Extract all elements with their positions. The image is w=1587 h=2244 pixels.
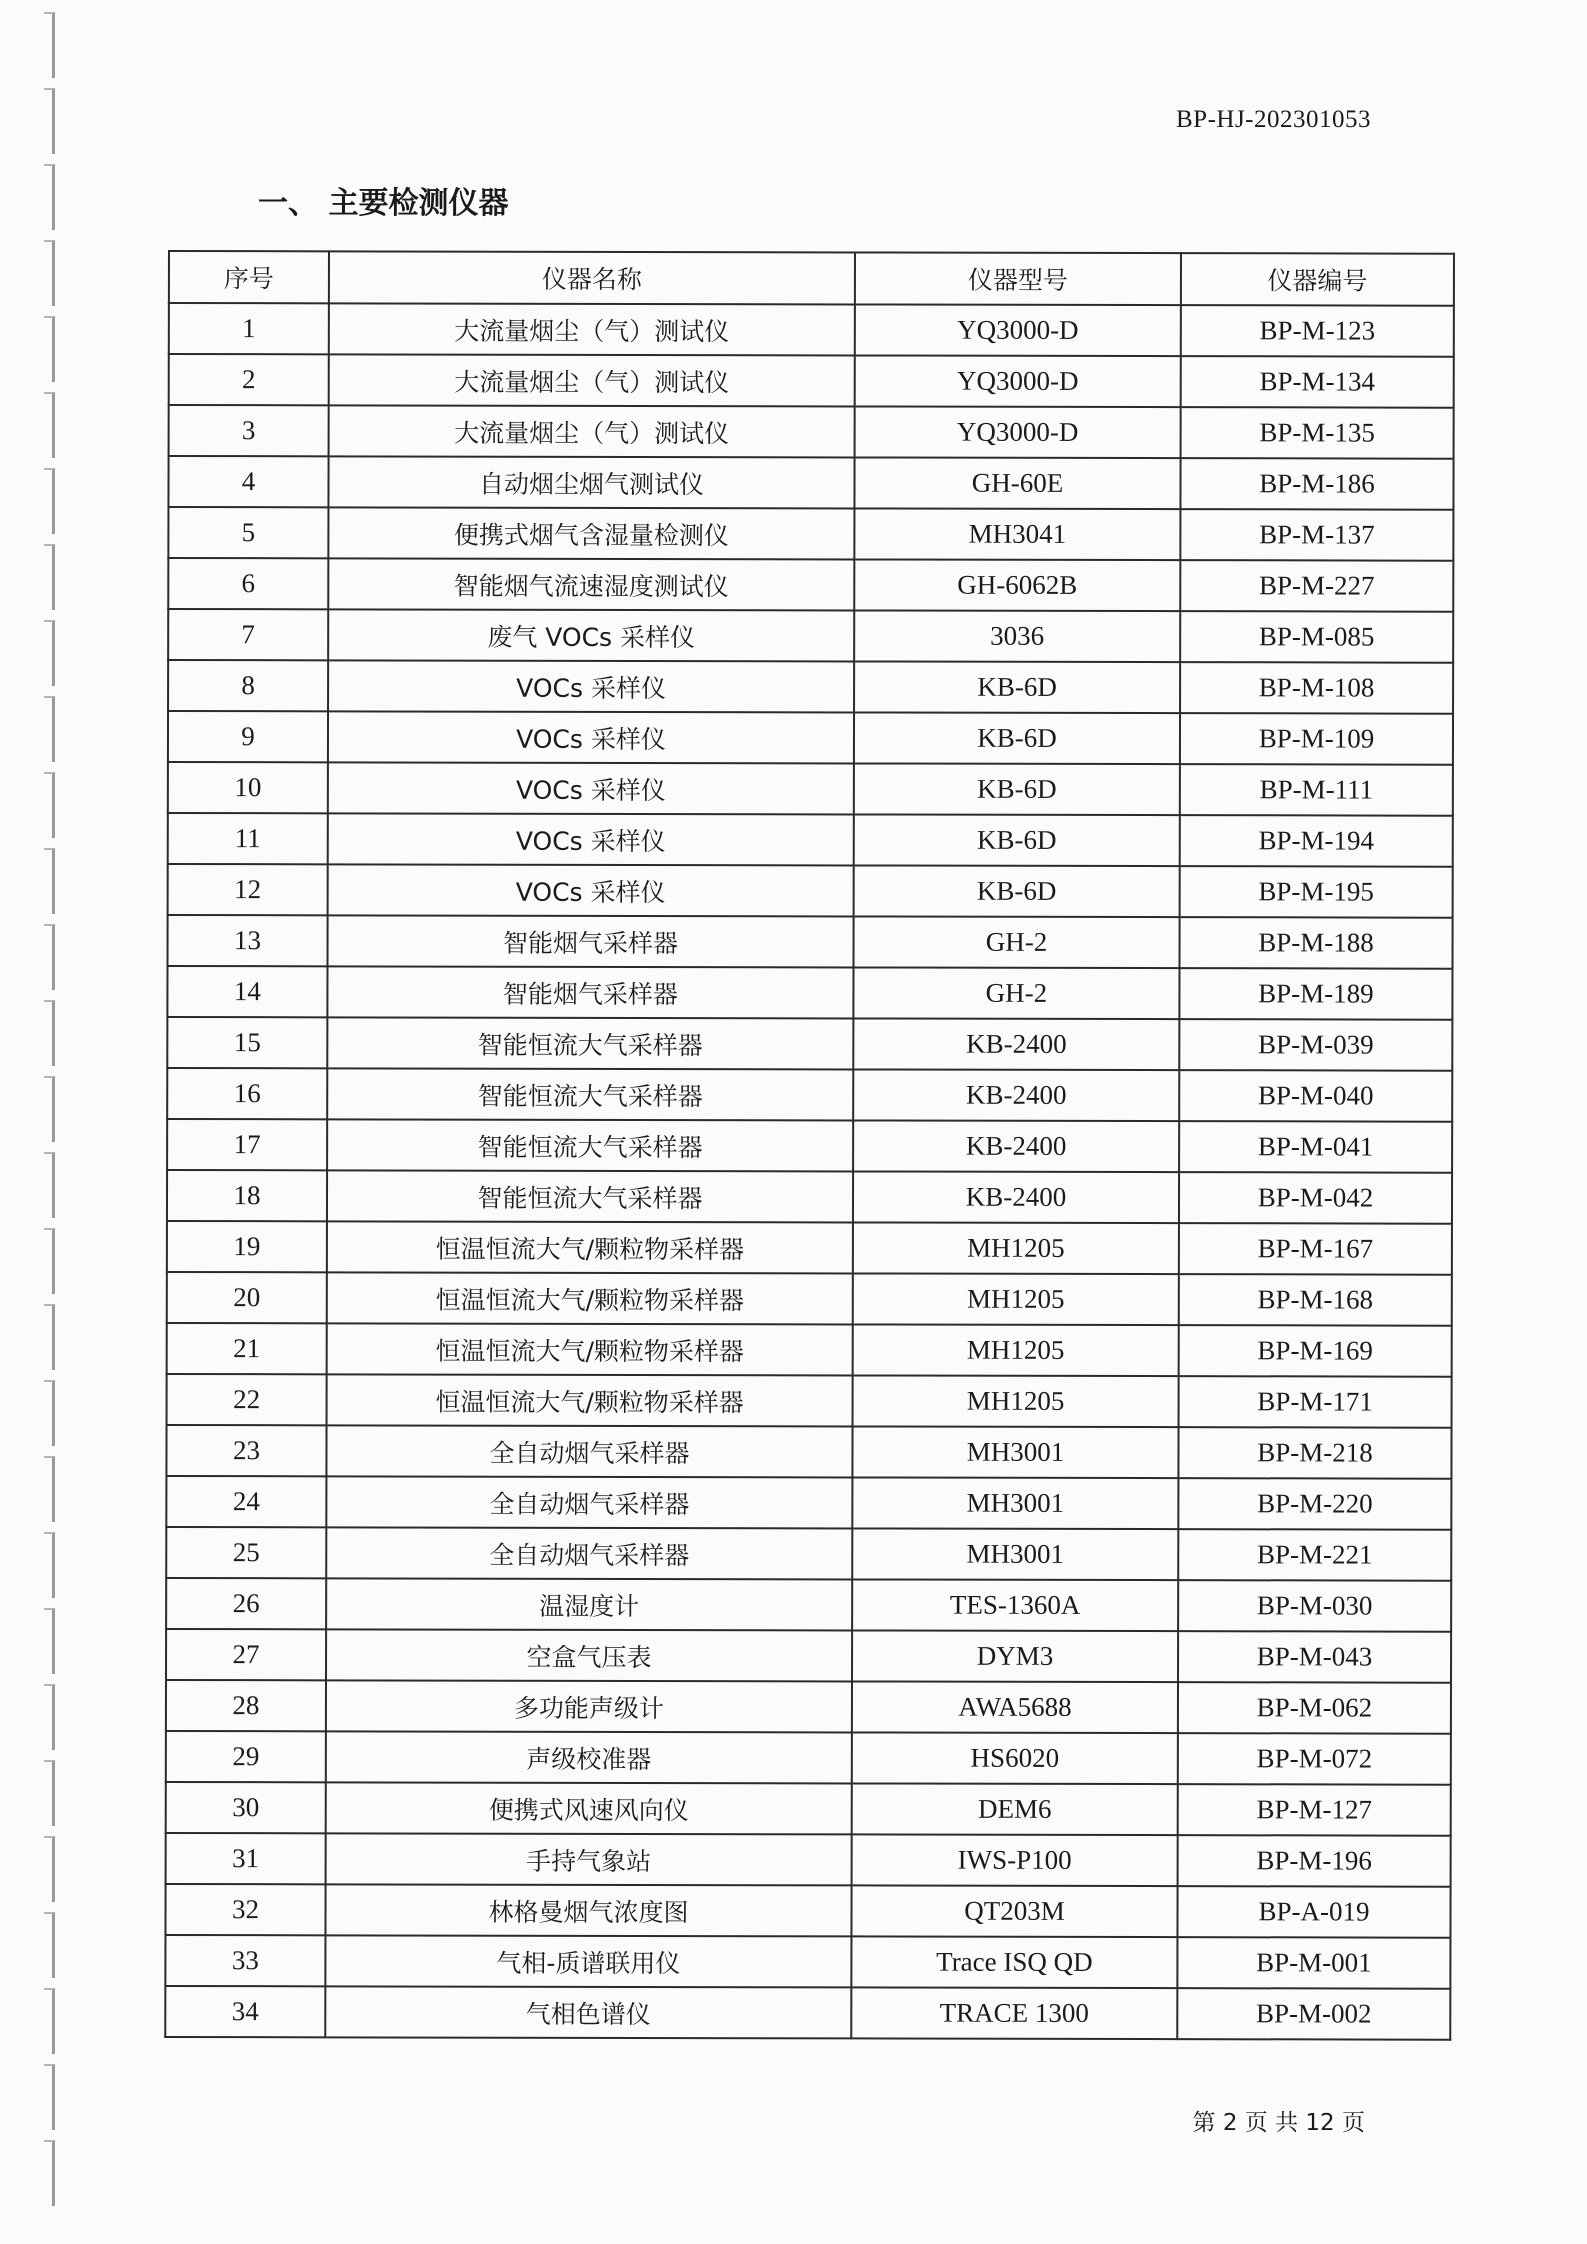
cell-code: BP-M-109 <box>1180 713 1453 765</box>
cell-name: 自动烟尘烟气测试仪 <box>328 456 854 508</box>
binding-mark <box>44 1836 55 1902</box>
cell-name: 气相-质谱联用仪 <box>325 1935 851 1987</box>
cell-seq: 28 <box>166 1680 326 1731</box>
cell-name: VOCs 采样仪 <box>328 660 854 712</box>
cell-name: 便携式烟气含湿量检测仪 <box>328 507 854 559</box>
cell-seq: 1 <box>169 303 329 354</box>
cell-code: BP-M-108 <box>1180 662 1453 714</box>
binding-mark <box>44 1152 55 1218</box>
cell-name: 全自动烟气采样器 <box>326 1425 852 1477</box>
binding-mark <box>44 1456 55 1522</box>
table-body <box>165 303 1454 2040</box>
cell-model: MH1205 <box>853 1324 1179 1376</box>
table-row <box>166 1476 1451 1530</box>
cell-model: HS6020 <box>852 1732 1178 1784</box>
cell-model: YQ3000-D <box>855 304 1181 356</box>
cell-model: KB-6D <box>854 712 1180 764</box>
table-row <box>169 405 1454 459</box>
cell-code: BP-M-030 <box>1178 1580 1451 1632</box>
cell-model: MH3001 <box>852 1426 1178 1478</box>
binding-mark <box>44 1000 55 1066</box>
section-title: 一、 主要检测仪器 <box>258 186 509 221</box>
cell-seq: 26 <box>166 1578 326 1629</box>
cell-code: BP-M-168 <box>1179 1274 1452 1326</box>
document-id: BP-HJ-202301053 <box>1175 106 1371 133</box>
binding-mark <box>44 1988 55 2054</box>
cell-name: 大流量烟尘（气）测试仪 <box>329 303 855 355</box>
binding-mark <box>44 1076 55 1142</box>
cell-code: BP-A-019 <box>1177 1886 1450 1938</box>
table-row <box>169 354 1454 408</box>
table-row <box>166 1629 1451 1683</box>
cell-model: MH1205 <box>853 1375 1179 1427</box>
cell-seq: 2 <box>169 354 329 405</box>
header-seq: 序号 <box>169 251 329 303</box>
cell-seq: 20 <box>167 1272 327 1323</box>
table-row <box>166 1782 1451 1836</box>
cell-code: BP-M-221 <box>1178 1529 1451 1581</box>
cell-code: BP-M-227 <box>1180 560 1453 612</box>
table-row <box>168 864 1453 918</box>
table-row <box>167 1068 1452 1122</box>
cell-name: 气相色谱仪 <box>325 1986 851 2038</box>
cell-model: KB-2400 <box>853 1120 1179 1172</box>
cell-seq: 17 <box>167 1119 327 1170</box>
cell-name: 恒温恒流大气/颗粒物采样器 <box>327 1221 853 1273</box>
table-row <box>165 1884 1450 1938</box>
cell-code: BP-M-167 <box>1179 1223 1452 1275</box>
cell-model: TES-1360A <box>852 1579 1178 1631</box>
cell-model: DYM3 <box>852 1630 1178 1682</box>
binding-mark <box>44 1608 55 1674</box>
binding-mark <box>44 240 55 306</box>
cell-seq: 30 <box>166 1782 326 1833</box>
cell-model: MH1205 <box>853 1222 1179 1274</box>
binding-mark <box>44 696 55 762</box>
cell-seq: 5 <box>168 507 328 558</box>
binding-mark <box>44 1304 55 1370</box>
table-row <box>166 1833 1451 1887</box>
table-row <box>166 1425 1451 1479</box>
cell-name: 声级校准器 <box>326 1731 852 1783</box>
cell-name: 手持气象站 <box>326 1833 852 1885</box>
cell-model: KB-6D <box>854 865 1180 917</box>
instrument-table <box>164 250 1455 2041</box>
cell-model: DEM6 <box>852 1783 1178 1835</box>
table-row <box>166 1680 1451 1734</box>
table-row <box>167 1323 1452 1377</box>
binding-mark <box>44 1912 55 1978</box>
cell-code: BP-M-171 <box>1179 1376 1452 1428</box>
cell-code: BP-M-188 <box>1179 917 1452 969</box>
table-row <box>167 1374 1452 1428</box>
binding-mark <box>44 88 55 154</box>
cell-code: BP-M-220 <box>1178 1478 1451 1530</box>
table-header-row <box>169 251 1454 306</box>
cell-model: MH1205 <box>853 1273 1179 1325</box>
table-row <box>168 660 1453 714</box>
table-row <box>167 1119 1452 1173</box>
cell-model: KB-2400 <box>853 1018 1179 1070</box>
binding-mark <box>44 772 55 838</box>
cell-name: VOCs 采样仪 <box>328 864 854 916</box>
cell-code: BP-M-040 <box>1179 1070 1452 1122</box>
table-row <box>167 966 1452 1020</box>
cell-code: BP-M-039 <box>1179 1019 1452 1071</box>
cell-code: BP-M-218 <box>1178 1427 1451 1479</box>
cell-seq: 34 <box>165 1986 325 2037</box>
cell-seq: 22 <box>167 1374 327 1425</box>
cell-code: BP-M-043 <box>1178 1631 1451 1683</box>
cell-name: 智能恒流大气采样器 <box>327 1068 853 1120</box>
binding-mark <box>44 2140 55 2206</box>
cell-seq: 10 <box>168 762 328 813</box>
cell-model: GH-60E <box>854 457 1180 509</box>
cell-code: BP-M-189 <box>1179 968 1452 1020</box>
cell-name: 智能烟气采样器 <box>327 966 853 1018</box>
cell-code: BP-M-041 <box>1179 1121 1452 1173</box>
cell-seq: 9 <box>168 711 328 762</box>
cell-name: 多功能声级计 <box>326 1680 852 1732</box>
table-row <box>167 1221 1452 1275</box>
cell-name: VOCs 采样仪 <box>328 711 854 763</box>
cell-name: 恒温恒流大气/颗粒物采样器 <box>327 1272 853 1324</box>
cell-model: YQ3000-D <box>855 406 1181 458</box>
cell-name: 大流量烟尘（气）测试仪 <box>329 405 855 457</box>
cell-seq: 16 <box>167 1068 327 1119</box>
table-row <box>168 507 1453 561</box>
cell-seq: 6 <box>168 558 328 609</box>
cell-seq: 25 <box>166 1527 326 1578</box>
cell-name: VOCs 采样仪 <box>328 762 854 814</box>
cell-model: MH3001 <box>852 1477 1178 1529</box>
binding-mark <box>44 1228 55 1294</box>
cell-seq: 13 <box>168 915 328 966</box>
table-row <box>169 303 1454 357</box>
binding-mark <box>44 924 55 990</box>
cell-model: GH-2 <box>853 916 1179 968</box>
binding-mark <box>44 1380 55 1446</box>
cell-code: BP-M-111 <box>1180 764 1453 816</box>
cell-name: VOCs 采样仪 <box>328 813 854 865</box>
cell-model: KB-2400 <box>853 1069 1179 1121</box>
binding-mark <box>44 392 55 458</box>
binding-holes <box>40 0 60 2244</box>
cell-seq: 27 <box>166 1629 326 1680</box>
binding-mark <box>44 848 55 914</box>
cell-name: 智能恒流大气采样器 <box>327 1017 853 1069</box>
cell-seq: 19 <box>167 1221 327 1272</box>
table-row <box>168 558 1453 612</box>
table-row <box>165 1935 1450 1989</box>
cell-seq: 11 <box>168 813 328 864</box>
cell-code: BP-M-002 <box>1177 1988 1450 2040</box>
binding-mark <box>44 1684 55 1750</box>
table-row <box>167 1017 1452 1071</box>
binding-mark <box>44 2064 55 2130</box>
table-row <box>168 609 1453 663</box>
cell-model: MH3001 <box>852 1528 1178 1580</box>
cell-seq: 33 <box>165 1935 325 1986</box>
binding-mark <box>44 164 55 230</box>
cell-code: BP-M-072 <box>1178 1733 1451 1785</box>
binding-mark <box>44 1532 55 1598</box>
cell-seq: 23 <box>166 1425 326 1476</box>
cell-seq: 4 <box>168 456 328 507</box>
cell-model: KB-2400 <box>853 1171 1179 1223</box>
cell-model: AWA5688 <box>852 1681 1178 1733</box>
cell-code: BP-M-123 <box>1181 305 1454 357</box>
cell-seq: 12 <box>168 864 328 915</box>
cell-seq: 29 <box>166 1731 326 1782</box>
binding-mark <box>44 620 55 686</box>
table-row <box>166 1731 1451 1785</box>
cell-seq: 8 <box>168 660 328 711</box>
cell-code: BP-M-169 <box>1179 1325 1452 1377</box>
cell-model: KB-6D <box>854 814 1180 866</box>
cell-model: YQ3000-D <box>855 355 1181 407</box>
cell-code: BP-M-196 <box>1178 1835 1451 1887</box>
table-row <box>167 1170 1452 1224</box>
table-row <box>167 1272 1452 1326</box>
table-row <box>166 1578 1451 1632</box>
cell-name: 温湿度计 <box>326 1578 852 1630</box>
cell-code: BP-M-001 <box>1177 1937 1450 1989</box>
cell-seq: 14 <box>167 966 327 1017</box>
cell-name: 空盒气压表 <box>326 1629 852 1681</box>
cell-seq: 21 <box>167 1323 327 1374</box>
cell-seq: 32 <box>165 1884 325 1935</box>
cell-model: KB-6D <box>854 661 1180 713</box>
cell-name: 智能恒流大气采样器 <box>327 1119 853 1171</box>
table-row <box>168 813 1453 867</box>
binding-mark <box>44 1760 55 1826</box>
cell-seq: 15 <box>167 1017 327 1068</box>
cell-model: TRACE 1300 <box>851 1987 1177 2039</box>
binding-mark <box>44 316 55 382</box>
cell-name: 恒温恒流大气/颗粒物采样器 <box>327 1374 853 1426</box>
table-row <box>166 1527 1451 1581</box>
cell-code: BP-M-042 <box>1179 1172 1452 1224</box>
cell-model: IWS-P100 <box>852 1834 1178 1886</box>
cell-code: BP-M-137 <box>1180 509 1453 561</box>
cell-seq: 31 <box>166 1833 326 1884</box>
cell-seq: 7 <box>168 609 328 660</box>
table-row <box>168 711 1453 765</box>
cell-code: BP-M-194 <box>1180 815 1453 867</box>
cell-model: KB-6D <box>854 763 1180 815</box>
binding-mark <box>44 544 55 610</box>
header-code: 仪器编号 <box>1181 253 1454 306</box>
cell-name: 全自动烟气采样器 <box>326 1527 852 1579</box>
cell-model: GH-2 <box>853 967 1179 1019</box>
binding-mark <box>44 12 55 78</box>
header-name: 仪器名称 <box>329 251 855 304</box>
cell-code: BP-M-127 <box>1178 1784 1451 1836</box>
cell-model: Trace ISQ QD <box>851 1936 1177 1988</box>
cell-seq: 18 <box>167 1170 327 1221</box>
cell-name: 智能烟气流速湿度测试仪 <box>328 558 854 610</box>
cell-model: 3036 <box>854 610 1180 662</box>
cell-name: 全自动烟气采样器 <box>326 1476 852 1528</box>
cell-code: BP-M-085 <box>1180 611 1453 663</box>
cell-code: BP-M-195 <box>1180 866 1453 918</box>
binding-mark <box>44 468 55 534</box>
header-model: 仪器型号 <box>855 252 1181 305</box>
cell-name: 恒温恒流大气/颗粒物采样器 <box>327 1323 853 1375</box>
cell-name: 大流量烟尘（气）测试仪 <box>329 354 855 406</box>
cell-name: 林格曼烟气浓度图 <box>325 1884 851 1936</box>
cell-model: QT203M <box>851 1885 1177 1937</box>
cell-code: BP-M-062 <box>1178 1682 1451 1734</box>
cell-name: 便携式风速风向仪 <box>326 1782 852 1834</box>
table-row <box>168 762 1453 816</box>
cell-model: GH-6062B <box>854 559 1180 611</box>
cell-model: MH3041 <box>854 508 1180 560</box>
table-row <box>165 1986 1450 2040</box>
cell-name: 废气 VOCs 采样仪 <box>328 609 854 661</box>
page-number: 第 2 页 共 12 页 <box>1192 2110 1365 2136</box>
cell-name: 智能烟气采样器 <box>328 915 854 967</box>
table-row <box>168 456 1453 510</box>
cell-name: 智能恒流大气采样器 <box>327 1170 853 1222</box>
cell-seq: 3 <box>169 405 329 456</box>
cell-code: BP-M-186 <box>1180 458 1453 510</box>
cell-code: BP-M-134 <box>1181 356 1454 408</box>
cell-code: BP-M-135 <box>1181 407 1454 459</box>
cell-seq: 24 <box>166 1476 326 1527</box>
table-row <box>168 915 1453 969</box>
